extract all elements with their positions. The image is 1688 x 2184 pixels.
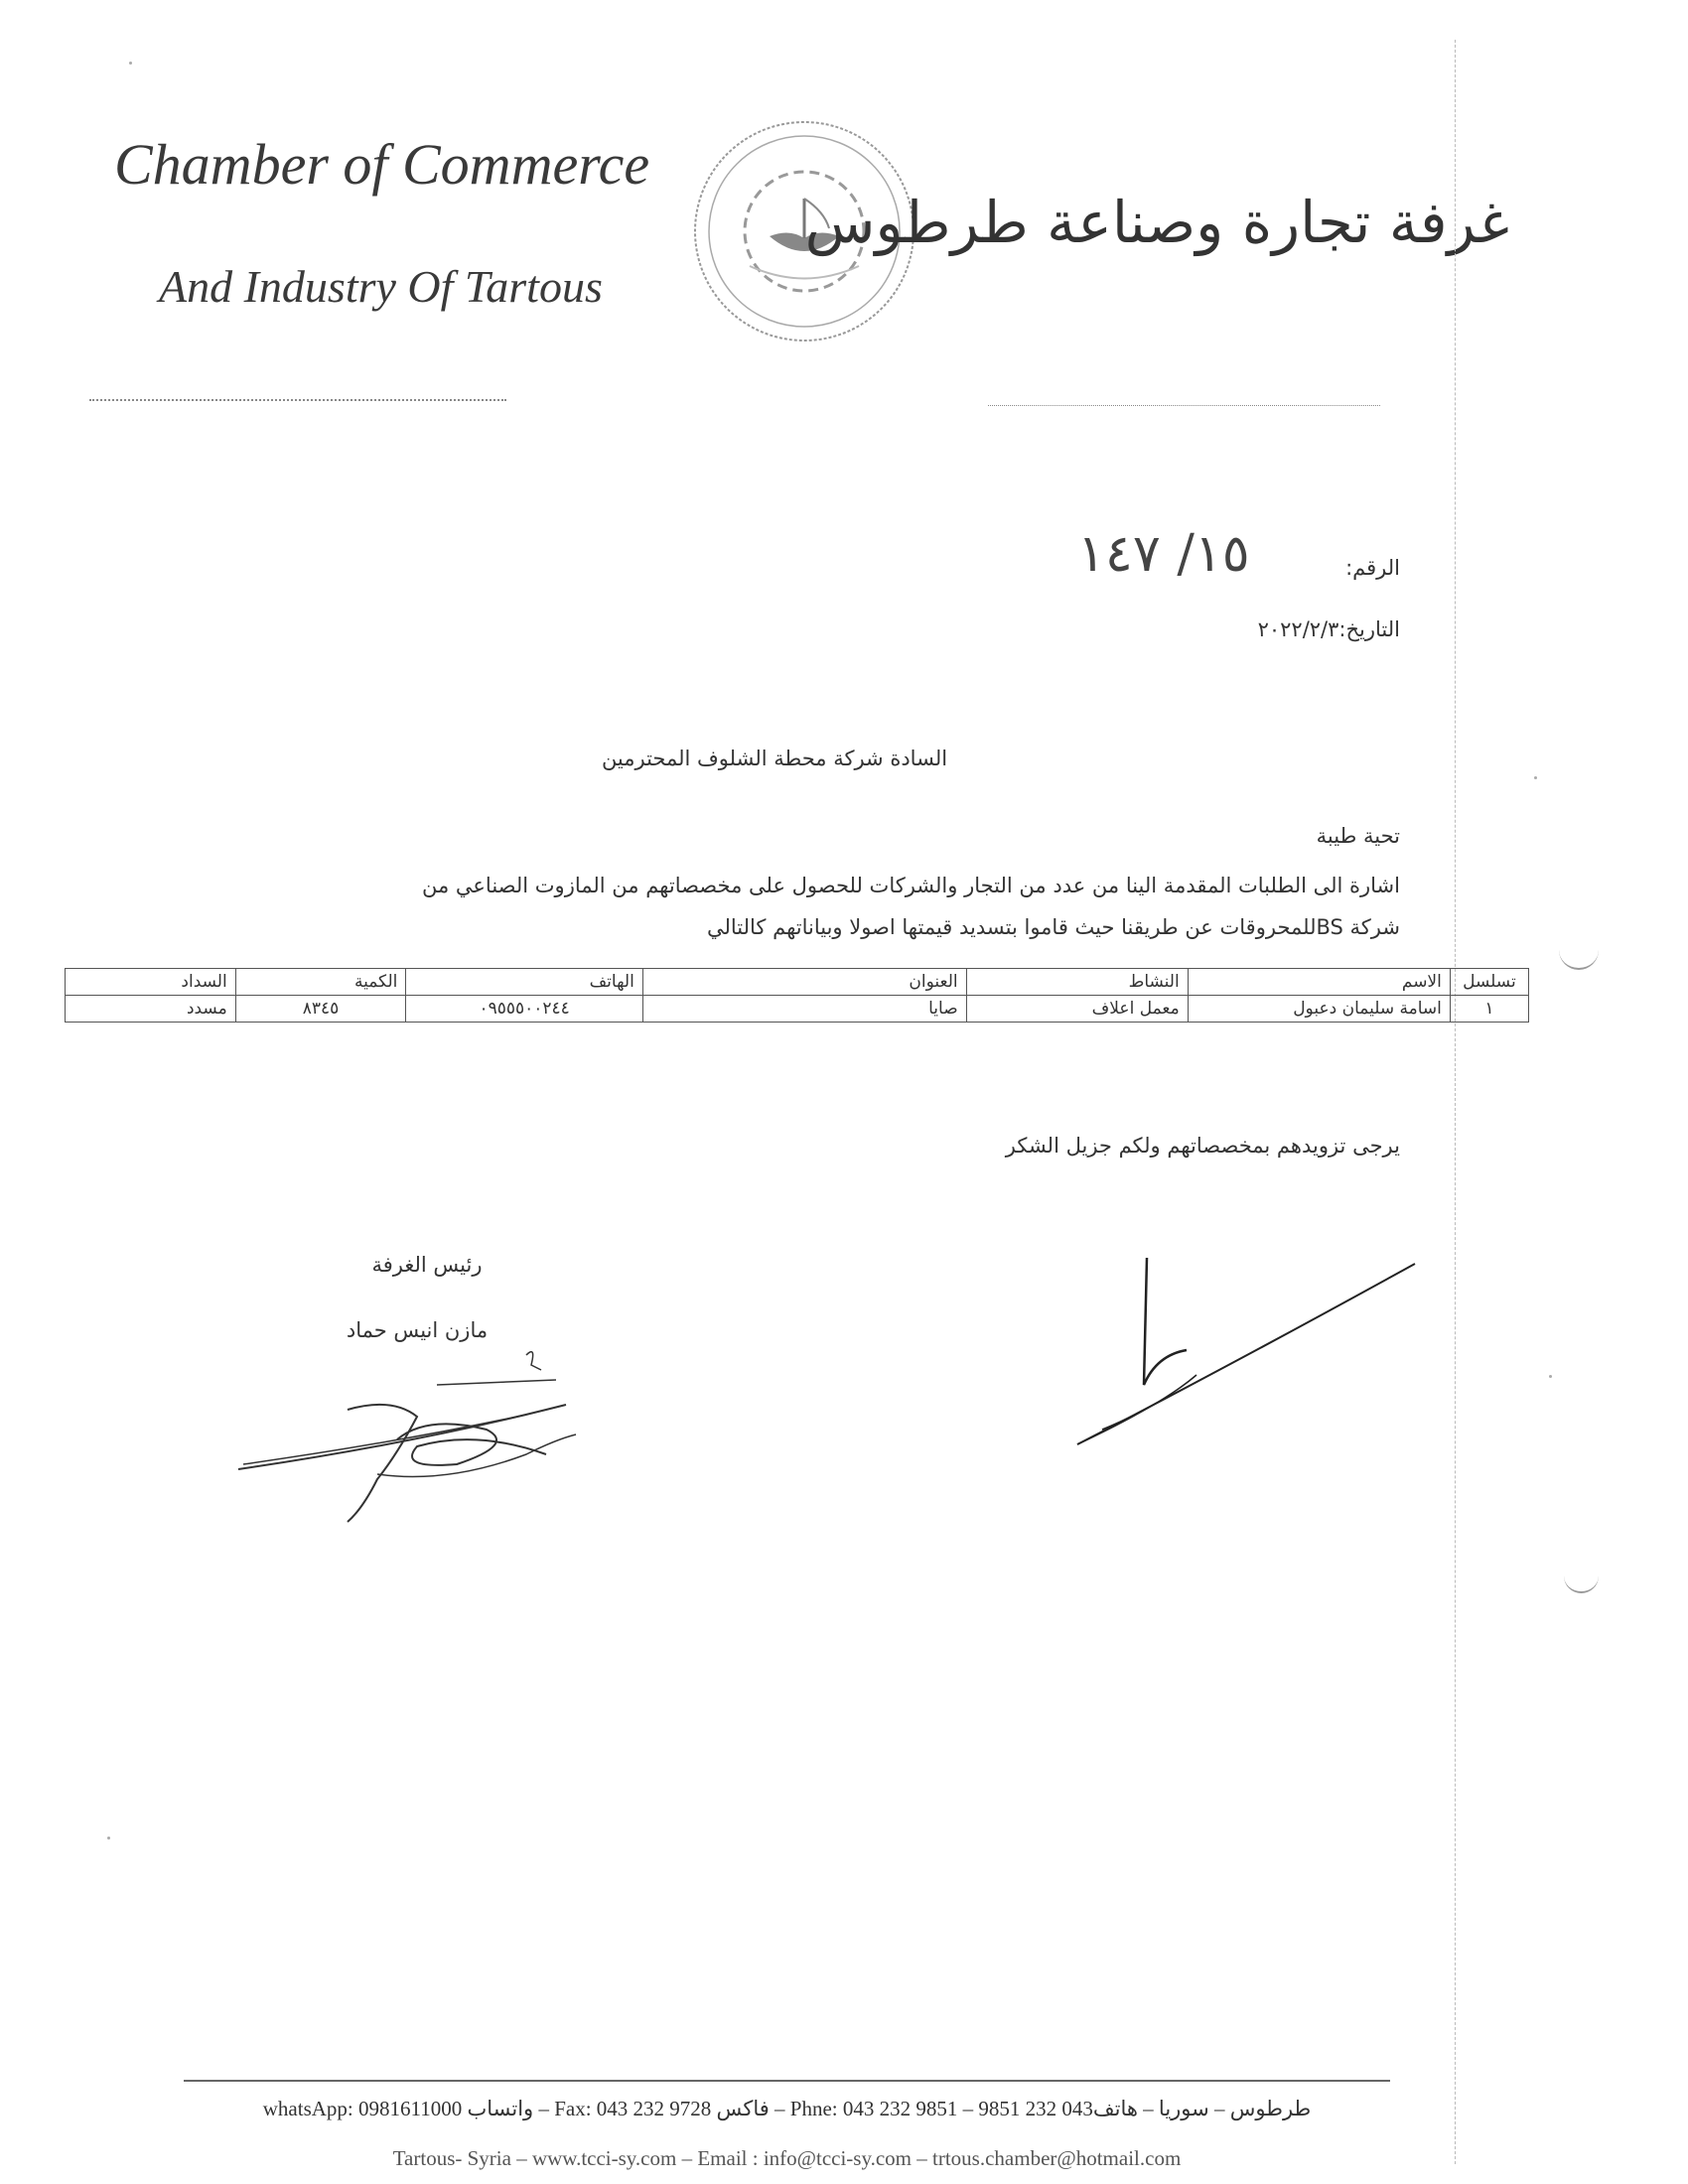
letter-date xyxy=(1196,617,1400,641)
chamber-title-en-line2: And Industry Of Tartous xyxy=(159,261,603,312)
cell-address: صايا xyxy=(642,996,966,1023)
cell-quantity: ٨٣٤٥ xyxy=(235,996,406,1023)
scan-speck xyxy=(1534,776,1537,779)
chamber-title-ar: غرفة تجارة وصناعة طرطوس xyxy=(804,189,1509,256)
signature-scribble-right xyxy=(1072,1256,1430,1454)
signature-scribble-left xyxy=(228,1335,655,1534)
scan-speck xyxy=(1549,1375,1552,1378)
header-rule-left xyxy=(89,399,506,401)
footer-contact-line: طرطوس – سوريا – هاتف043 232 9851 – Phne: 043 232 9851 – فاكس Fax: 043 232 9728 – واتساب whatsApp: 0981611000 xyxy=(262,2097,1312,2120)
allocations-table xyxy=(65,968,1529,1023)
table-header-row xyxy=(66,969,1529,996)
ref-number: ١٥/ ١٤٧ xyxy=(1077,524,1250,584)
ref-label: الرقم: xyxy=(1345,556,1400,580)
cell-phone: ٠٩٥٥٥٠٠٢٤٤ xyxy=(406,996,642,1023)
footer-rule xyxy=(184,2080,1390,2082)
cell-name: اسامة سليمان دعبول xyxy=(1188,996,1450,1023)
cell-activity: معمل اعلاف xyxy=(966,996,1188,1023)
scan-speck xyxy=(107,1837,110,1840)
cell-serial: ١ xyxy=(1450,996,1528,1023)
signatory-name: مازن انيس حماد xyxy=(346,1318,489,1342)
chamber-title-en-line1: Chamber of Commerce xyxy=(114,132,650,197)
date-label: التاريخ: xyxy=(1338,617,1400,641)
col-header-serial: تسلسل xyxy=(1450,969,1528,996)
signatory-title: رئيس الغرفة xyxy=(371,1253,483,1277)
footer-web-line: Tartous- Syria – www.tcci-sy.com – Email : info@tcci-sy.com – trtous.chamber@hotmail.com xyxy=(392,2146,1182,2170)
scan-margin-line xyxy=(1455,40,1456,2164)
col-header-payment: السداد xyxy=(66,969,236,996)
date-value: ٢٠٢٢/٢/٣ xyxy=(1257,617,1339,641)
addressee: السادة شركة محطة الشلوف المحترمين xyxy=(601,747,948,770)
cell-payment: مسدد xyxy=(66,996,236,1023)
greeting: تحية طيبة xyxy=(1316,824,1400,848)
body-line-2: شركة BSللمحروقات عن طريقنا حيث قاموا بتسديد قيمتها اصولا وبياناتهم كالتالي xyxy=(706,915,1400,939)
col-header-name: الاسم xyxy=(1188,969,1450,996)
col-header-address: العنوان xyxy=(642,969,966,996)
col-header-phone: الهاتف xyxy=(406,969,642,996)
header-rule-right xyxy=(988,405,1380,406)
table-row xyxy=(66,996,1529,1023)
col-header-activity: النشاط xyxy=(966,969,1188,996)
body-line-1: اشارة الى الطلبات المقدمة الينا من عدد من التجار والشركات للحصول على مخصصاتهم من المازوت الصناعي من xyxy=(421,874,1400,897)
closing-line: يرجى تزويدهم بمخصصاتهم ولكم جزيل الشكر xyxy=(1005,1134,1400,1158)
scan-speck xyxy=(129,62,132,65)
margin-mark xyxy=(1564,1573,1599,1593)
margin-mark xyxy=(1559,948,1599,970)
col-header-quantity: الكمية xyxy=(235,969,406,996)
